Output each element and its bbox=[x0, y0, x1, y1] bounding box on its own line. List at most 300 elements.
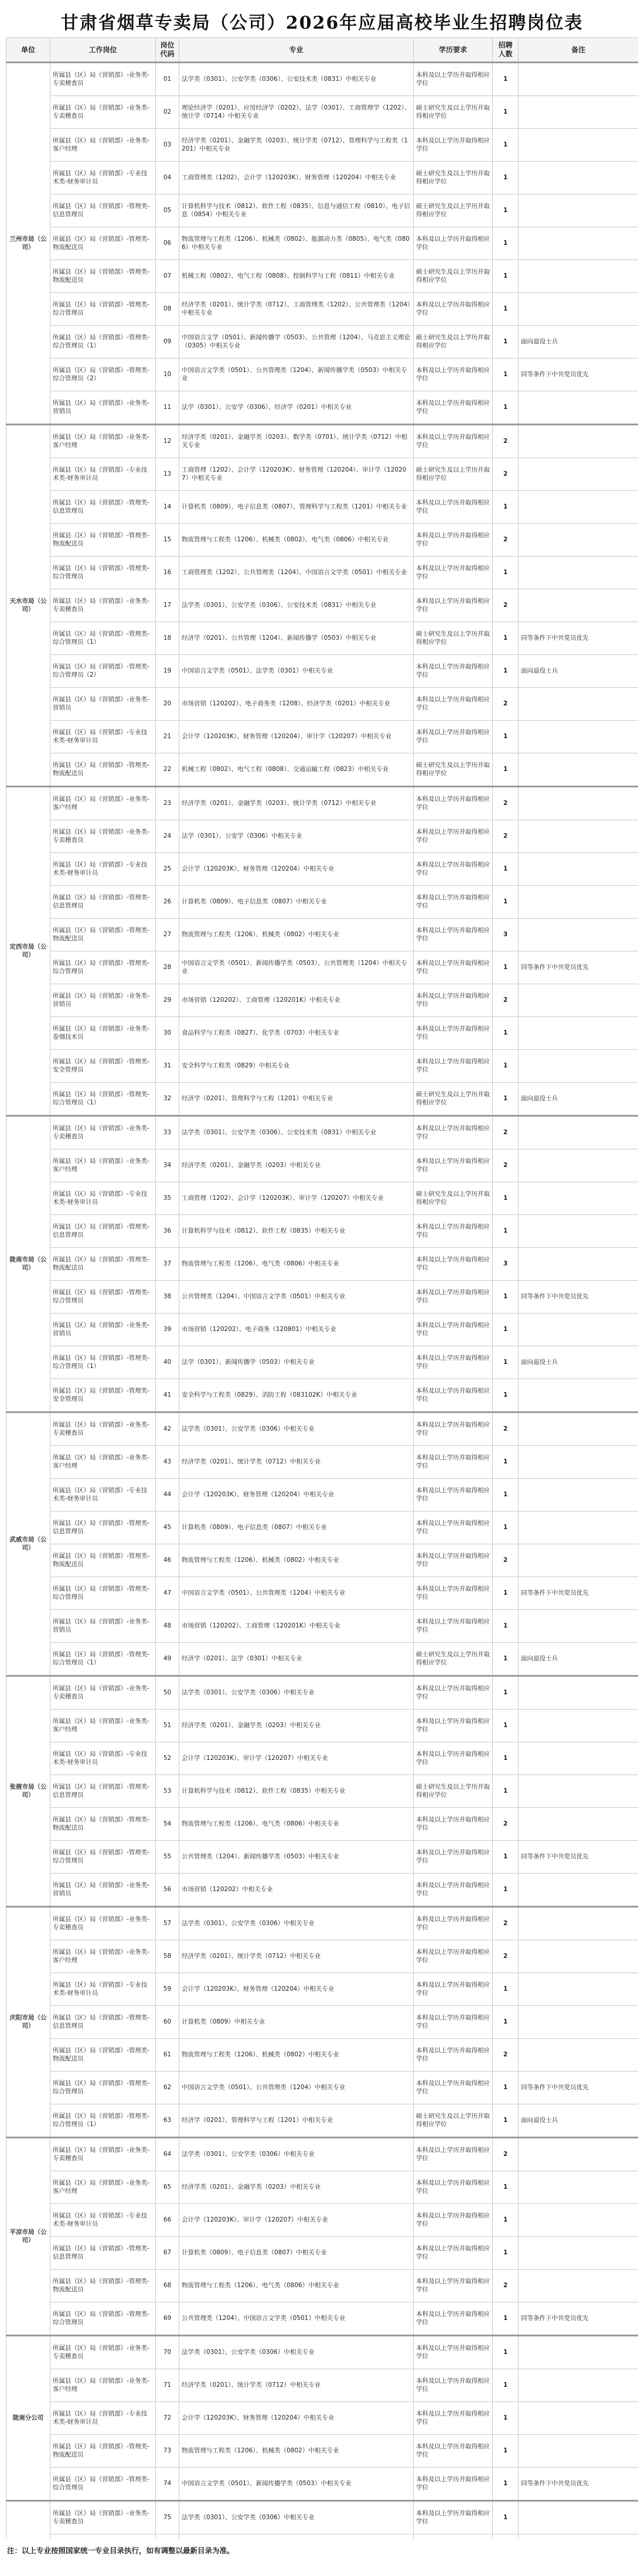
major-cell: 计算机科学与技术（0812）、软件工程（0835）、信息与通信工程（0810）、电子信息（0854）中相关专业 bbox=[179, 195, 414, 227]
education-cell: 本科及以上学历并取得相应学位 bbox=[414, 2402, 493, 2435]
count-cell: 1 bbox=[493, 1710, 519, 1742]
post-cell: 所属县（区）局（营销部）-业务类-客户经理 bbox=[50, 787, 156, 820]
education-cell: 本科及以上学历并取得相应学位 bbox=[414, 2435, 493, 2468]
major-cell: 经济学类（0201）、金融学类（0203）中相关专业 bbox=[179, 2171, 414, 2204]
post-cell: 所属县（区）局（营销部）-业务类-专卖稽查员 bbox=[50, 1676, 156, 1710]
code-cell: 06 bbox=[156, 227, 179, 260]
education-cell: 本科及以上学历并取得相应学位 bbox=[414, 2270, 493, 2302]
code-cell: 67 bbox=[156, 2237, 179, 2270]
count-cell: 1 bbox=[493, 491, 519, 524]
count-cell: 1 bbox=[493, 2501, 519, 2534]
post-cell: 所属县（区）局（营销部）-管理类-物流配送员 bbox=[50, 753, 156, 787]
education-cell: 硕士研究生及以上学历并取得相应学位 bbox=[414, 1182, 493, 1215]
positions-table-body bbox=[6, 63, 639, 2540]
notes-cell bbox=[519, 2501, 639, 2534]
count-cell: 1 bbox=[493, 195, 519, 227]
notes-cell: 同等条件下中共党员优先 bbox=[519, 2302, 639, 2336]
education-cell: 本科及以上学历并取得相应学位 bbox=[414, 1313, 493, 1346]
post-cell: 所属县（区）局（营销部）-管理类-综合管理员 bbox=[50, 2072, 156, 2104]
code-cell: 33 bbox=[156, 1116, 179, 1149]
table-row bbox=[6, 1610, 639, 1643]
education-cell: 本科及以上学历并取得相应学位 bbox=[414, 919, 493, 951]
post-cell: 所属县（区）局（营销部）-管理类-物流配送员 bbox=[50, 2039, 156, 2072]
post-cell: 所属县（区）局（营销部）-管理类-安全管理员 bbox=[50, 1379, 156, 1412]
post-cell: 所属县（区）局（营销部）-管理类-物流配送员 bbox=[50, 524, 156, 557]
count-cell: 2 bbox=[493, 589, 519, 622]
count-cell: 1 bbox=[493, 2237, 519, 2270]
table-row bbox=[6, 1050, 639, 1083]
post-cell: 所属县（区）局（营销部）-业务类-专卖稽查员 bbox=[50, 1412, 156, 1446]
table-row bbox=[6, 1544, 639, 1577]
code-cell: 24 bbox=[156, 820, 179, 853]
education-cell: 本科及以上学历并取得相应学位 bbox=[414, 129, 493, 162]
count-cell: 1 bbox=[493, 1050, 519, 1083]
education-cell: 本科及以上学历并取得相应学位 bbox=[414, 853, 493, 886]
notes-cell bbox=[519, 1149, 639, 1182]
code-cell: 53 bbox=[156, 1775, 179, 1808]
education-cell: 硕士研究生及以上学历并取得相应学位 bbox=[414, 1775, 493, 1808]
code-cell: 07 bbox=[156, 260, 179, 293]
table-row bbox=[6, 787, 639, 820]
count-cell: 1 bbox=[493, 1742, 519, 1775]
education-cell: 硕士研究生及以上学历并取得相应学位 bbox=[414, 1083, 493, 1116]
code-cell: 04 bbox=[156, 162, 179, 195]
notes-cell: 同等条件下中共党员优先 bbox=[519, 622, 639, 655]
count-cell: 1 bbox=[493, 2435, 519, 2468]
code-cell: 29 bbox=[156, 984, 179, 1017]
major-cell: 会计学（120203K）、财务管理（120204）中相关专业 bbox=[179, 2402, 414, 2435]
table-row bbox=[6, 1775, 639, 1808]
count-cell: 1 bbox=[493, 1313, 519, 1346]
table-row bbox=[6, 1017, 639, 1050]
header-unit: 单位 bbox=[6, 38, 50, 63]
education-cell: 本科及以上学历并取得相应学位 bbox=[414, 984, 493, 1017]
major-cell: 计算机科学与技术（0812）、软件工程（0835）中相关专业 bbox=[179, 1775, 414, 1808]
education-cell: 本科及以上学历并取得相应学位 bbox=[414, 524, 493, 557]
table-row bbox=[6, 1940, 639, 1973]
education-cell: 本科及以上学历并取得相应学位 bbox=[414, 1742, 493, 1775]
table-row bbox=[6, 2237, 639, 2270]
code-cell: 03 bbox=[156, 129, 179, 162]
major-cell: 经济学类（0201）、金融学类（0203）中相关专业 bbox=[179, 1149, 414, 1182]
notes-cell bbox=[519, 1940, 639, 1973]
major-cell: 经济学类（0201）、统计学类（0712）中相关专业 bbox=[179, 1446, 414, 1479]
notes-cell bbox=[519, 2336, 639, 2369]
code-cell: 42 bbox=[156, 1412, 179, 1446]
code-cell: 62 bbox=[156, 2072, 179, 2104]
code-cell: 12 bbox=[156, 425, 179, 458]
count-cell: 1 bbox=[493, 951, 519, 984]
unit-cell: 天水市局（公司） bbox=[6, 425, 50, 787]
education-cell: 本科及以上学历并取得相应学位 bbox=[414, 1808, 493, 1841]
post-cell: 所属县（区）局（营销部）-业务类-专卖稽查员 bbox=[50, 63, 156, 96]
table-row bbox=[6, 1808, 639, 1841]
major-cell: 经济学类（0201）、金融学类（0203）、统计学类（0712）中相关专业 bbox=[179, 787, 414, 820]
major-cell: 计算机类（0809）、电子信息类（0807）、管理科学与工程类（1201）中相关专业 bbox=[179, 491, 414, 524]
post-cell: 所属县（区）局（营销部）-专业技术类-财务审计员 bbox=[50, 721, 156, 753]
education-cell: 本科及以上学历并取得相应学位 bbox=[414, 787, 493, 820]
count-cell: 1 bbox=[493, 1215, 519, 1248]
page-title: 甘肃省烟草专卖局（公司）2026年应届高校毕业生招聘岗位表 bbox=[60, 13, 584, 33]
header-education: 学历要求 bbox=[414, 38, 493, 63]
count-cell: 1 bbox=[493, 1479, 519, 1512]
code-cell: 63 bbox=[156, 2104, 179, 2138]
major-cell: 会计学（120203K）、审计学（120207）中相关专业 bbox=[179, 2204, 414, 2237]
education-cell: 本科及以上学历并取得相应学位 bbox=[414, 425, 493, 458]
post-cell: 所属县（区）局（营销部）-专业技术类-财务审计员 bbox=[50, 2402, 156, 2435]
table-row bbox=[6, 1479, 639, 1512]
table-row bbox=[6, 63, 639, 96]
table-row bbox=[6, 2104, 639, 2138]
post-cell: 所属县（区）局（营销部）-业务类-专卖稽查员 bbox=[50, 589, 156, 622]
table-row bbox=[6, 655, 639, 688]
notes-cell bbox=[519, 2039, 639, 2072]
count-cell: 2 bbox=[493, 1907, 519, 1940]
count-cell: 2 bbox=[493, 1116, 519, 1149]
table-row bbox=[6, 1215, 639, 1248]
notes-cell bbox=[519, 1379, 639, 1412]
post-cell: 所属县（区）局（营销部）-业务类-专卖稽查员 bbox=[50, 1116, 156, 1149]
count-cell: 1 bbox=[493, 1643, 519, 1676]
count-cell: 1 bbox=[493, 129, 519, 162]
notes-cell bbox=[519, 2369, 639, 2402]
education-cell: 本科及以上学历并取得相应学位 bbox=[414, 1907, 493, 1940]
count-cell: 2 bbox=[493, 787, 519, 820]
major-cell: 中国语言文学类（0501）、法学类（0301）中相关专业 bbox=[179, 655, 414, 688]
code-cell: 26 bbox=[156, 886, 179, 919]
notes-cell bbox=[519, 96, 639, 129]
unit-cell: 定西市局（公司） bbox=[6, 787, 50, 1116]
count-cell: 2 bbox=[493, 1544, 519, 1577]
notes-cell: 同等条件下中共党员优先 bbox=[519, 2468, 639, 2501]
table-row bbox=[6, 2006, 639, 2039]
education-cell bbox=[414, 2534, 493, 2540]
major-cell: 计算机类（0809）、电子信息类（0807）中相关专业 bbox=[179, 886, 414, 919]
code-cell: 65 bbox=[156, 2171, 179, 2204]
major-cell: 工商管理类（1202）、会计学（120203K）、财务管理（120204）中相关专业 bbox=[179, 162, 414, 195]
table-row bbox=[6, 1973, 639, 2006]
code-cell: 66 bbox=[156, 2204, 179, 2237]
notes-cell bbox=[519, 2204, 639, 2237]
major-cell: 市场营销（120202）、工商管理（120201K）中相关专业 bbox=[179, 1610, 414, 1643]
table-row bbox=[6, 1281, 639, 1313]
code-cell: 17 bbox=[156, 589, 179, 622]
post-cell: 所属县（区）局（营销部）-管理类-信息管理员 bbox=[50, 886, 156, 919]
count-cell: 1 bbox=[493, 1841, 519, 1874]
table-row bbox=[6, 1676, 639, 1710]
education-cell: 硕士研究生及以上学历并取得相应学位 bbox=[414, 622, 493, 655]
code-cell: 11 bbox=[156, 391, 179, 425]
code-cell: 47 bbox=[156, 1577, 179, 1610]
table-row bbox=[6, 359, 639, 391]
post-cell: 所属县（区）局（营销部）-业务类-客户经理 bbox=[50, 1940, 156, 1973]
unit-cell: 武威市局（公司） bbox=[6, 1412, 50, 1676]
major-cell: 法学类（0301）、公安学类（0306）中相关专业 bbox=[179, 2501, 414, 2534]
major-cell: 会计学（120203K）、财务管理（120204）中相关专业 bbox=[179, 1479, 414, 1512]
education-cell: 本科及以上学历并取得相应学位 bbox=[414, 1346, 493, 1379]
post-cell: 所属县（区）局（营销部）-管理类-综合管理员（1） bbox=[50, 622, 156, 655]
count-cell: 1 bbox=[493, 1610, 519, 1643]
notes-cell bbox=[519, 1182, 639, 1215]
count-cell: 1 bbox=[493, 1775, 519, 1808]
education-cell: 本科及以上学历并取得相应学位 bbox=[414, 2138, 493, 2171]
code-cell: 39 bbox=[156, 1313, 179, 1346]
education-cell: 本科及以上学历并取得相应学位 bbox=[414, 2072, 493, 2104]
count-cell: 1 bbox=[493, 1676, 519, 1710]
major-cell: 机械工程（0802）、电气工程（0808）、交通运输工程（0823）中相关专业 bbox=[179, 753, 414, 787]
notes-cell: 面向退役士兵 bbox=[519, 326, 639, 359]
table-row bbox=[6, 2468, 639, 2501]
table-row bbox=[6, 2501, 639, 2534]
notes-cell bbox=[519, 721, 639, 753]
notes-cell bbox=[519, 1479, 639, 1512]
notes-cell bbox=[519, 1446, 639, 1479]
notes-cell bbox=[519, 2435, 639, 2468]
major-cell: 公共管理类（1204）、中国语言文学类（0501）中相关专业 bbox=[179, 2302, 414, 2336]
code-cell: 16 bbox=[156, 557, 179, 589]
count-cell: 1 bbox=[493, 293, 519, 326]
table-row bbox=[6, 293, 639, 326]
table-row bbox=[6, 162, 639, 195]
notes-cell: 同等条件下中共党员优先 bbox=[519, 1841, 639, 1874]
post-cell: 所属县（区）局（营销部）-管理类-信息管理员 bbox=[50, 491, 156, 524]
count-cell: 2 bbox=[493, 688, 519, 721]
code-cell: 13 bbox=[156, 458, 179, 491]
count-cell: 1 bbox=[493, 1281, 519, 1313]
table-row bbox=[6, 2534, 639, 2540]
table-row bbox=[6, 2270, 639, 2302]
education-cell: 本科及以上学历并取得相应学位 bbox=[414, 2302, 493, 2336]
major-cell: 食品科学与工程类（0827）、化学类（0703）中相关专业 bbox=[179, 1017, 414, 1050]
notes-cell bbox=[519, 1248, 639, 1281]
count-cell: 2 bbox=[493, 1149, 519, 1182]
major-cell: 物流管理与工程类（1206）、机械类（0802）中相关专业 bbox=[179, 1544, 414, 1577]
code-cell: 22 bbox=[156, 753, 179, 787]
code-cell: 20 bbox=[156, 688, 179, 721]
major-cell: 公共管理类（1204）、中国语言文学类（0501）中相关专业 bbox=[179, 1281, 414, 1313]
code-cell: 49 bbox=[156, 1643, 179, 1676]
code-cell: 72 bbox=[156, 2402, 179, 2435]
count-cell: 1 bbox=[493, 655, 519, 688]
major-cell: 法学类（0301）、公安学类（0306）、公安技术类（0831）中相关专业 bbox=[179, 63, 414, 96]
notes-cell bbox=[519, 688, 639, 721]
education-cell: 本科及以上学历并取得相应学位 bbox=[414, 1874, 493, 1907]
major-cell: 计算机类（0809）中相关专业 bbox=[179, 2006, 414, 2039]
post-cell: 所属县（区）局（营销部）-管理类-物流配送员 bbox=[50, 919, 156, 951]
table-row bbox=[6, 326, 639, 359]
count-cell: 1 bbox=[493, 2072, 519, 2104]
post-cell: 所属县（区）局（营销部）-专业技术类-财务审计员 bbox=[50, 1182, 156, 1215]
count-cell: 1 bbox=[493, 721, 519, 753]
notes-cell bbox=[519, 1544, 639, 1577]
positions-table bbox=[6, 37, 638, 2539]
count-cell: 1 bbox=[493, 2204, 519, 2237]
table-row bbox=[6, 753, 639, 787]
major-cell: 经济学类（0201）、金融学类（0203）中相关专业 bbox=[179, 1710, 414, 1742]
notes-cell bbox=[519, 853, 639, 886]
table-row bbox=[6, 951, 639, 984]
count-cell bbox=[493, 2534, 519, 2540]
major-cell: 机械工程（0802）、电气工程（0808）、控制科学与工程（0811）中相关专业 bbox=[179, 260, 414, 293]
major-cell: 法学类（0301）、公安学类（0306）中相关专业 bbox=[179, 1412, 414, 1446]
unit-cell: 平凉市局（公司） bbox=[6, 2138, 50, 2336]
table-header-row bbox=[6, 38, 639, 63]
post-cell: 所属县（区）局（营销部）-管理类-综合管理员 bbox=[50, 557, 156, 589]
notes-cell bbox=[519, 2534, 639, 2540]
post-cell: 所属县（区）局（营销部）-管理类-综合管理员（1） bbox=[50, 2104, 156, 2138]
major-cell bbox=[179, 2534, 414, 2540]
major-cell: 经济学（0201）、公共管理（1204）、新闻传播学（0503）中相关专业 bbox=[179, 622, 414, 655]
education-cell: 本科及以上学历并取得相应学位 bbox=[414, 1281, 493, 1313]
notes-cell bbox=[519, 984, 639, 1017]
major-cell: 物流管理与工程类（1206）、机械类（0802）中相关专业 bbox=[179, 919, 414, 951]
post-cell: 所属县（区）局（营销部）-管理类-综合管理员 bbox=[50, 2302, 156, 2336]
education-cell: 硕士研究生及以上学历并取得相应学位 bbox=[414, 458, 493, 491]
code-cell: 48 bbox=[156, 1610, 179, 1643]
count-cell: 3 bbox=[493, 1248, 519, 1281]
table-row bbox=[6, 1643, 639, 1676]
code-cell: 45 bbox=[156, 1512, 179, 1544]
header-code: 岗位代码 bbox=[156, 38, 179, 63]
code-cell: 61 bbox=[156, 2039, 179, 2072]
header-post: 工作岗位 bbox=[50, 38, 156, 63]
count-cell: 1 bbox=[493, 2336, 519, 2369]
education-cell: 本科及以上学历并取得相应学位 bbox=[414, 2501, 493, 2534]
post-cell: 所属县（区）局（营销部）-管理类-物流配送员 bbox=[50, 1808, 156, 1841]
code-cell: 38 bbox=[156, 1281, 179, 1313]
table-row bbox=[6, 820, 639, 853]
code-cell: 32 bbox=[156, 1083, 179, 1116]
count-cell: 2 bbox=[493, 1412, 519, 1446]
post-cell: 所属县（区）局（营销部）-管理类-物流配送员 bbox=[50, 1248, 156, 1281]
education-cell: 本科及以上学历并取得相应学位 bbox=[414, 721, 493, 753]
code-cell: 28 bbox=[156, 951, 179, 984]
count-cell: 1 bbox=[493, 1346, 519, 1379]
count-cell: 1 bbox=[493, 391, 519, 425]
notes-cell bbox=[519, 162, 639, 195]
education-cell: 本科及以上学历并取得相应学位 bbox=[414, 1215, 493, 1248]
education-cell: 本科及以上学历并取得相应学位 bbox=[414, 2006, 493, 2039]
unit-cell: 张掖市局（公司） bbox=[6, 1676, 50, 1907]
notes-cell bbox=[519, 820, 639, 853]
code-cell: 14 bbox=[156, 491, 179, 524]
code-cell: 37 bbox=[156, 1248, 179, 1281]
post-cell: 所属县（区）局（营销部）-管理类-综合管理员（1） bbox=[50, 1083, 156, 1116]
unit-cell: 陇南市局（公司） bbox=[6, 1116, 50, 1412]
education-cell: 本科及以上学历并取得相应学位 bbox=[414, 1841, 493, 1874]
major-cell: 中国语言文学（0501）、新闻传播学（0503）、公共管理（1204）、马克思主义理论（0305）中相关专业 bbox=[179, 326, 414, 359]
post-cell: 所属县（区）局（营销部）-专业技术类-财务审计员 bbox=[50, 162, 156, 195]
count-cell: 1 bbox=[493, 227, 519, 260]
notes-cell: 面向退役士兵 bbox=[519, 1346, 639, 1379]
notes-cell bbox=[519, 425, 639, 458]
notes-cell bbox=[519, 787, 639, 820]
code-cell: 51 bbox=[156, 1710, 179, 1742]
education-cell: 硕士研究生及以上学历并取得相应学位 bbox=[414, 753, 493, 787]
code-cell: 58 bbox=[156, 1940, 179, 1973]
post-cell: 所属县（区）局（营销部）-管理类-综合管理员 bbox=[50, 1841, 156, 1874]
count-cell: 1 bbox=[493, 1973, 519, 2006]
post-cell: 所属县（区）局（营销部）-业务类-客户经理 bbox=[50, 1710, 156, 1742]
notes-cell bbox=[519, 1907, 639, 1940]
header-major: 专业 bbox=[179, 38, 414, 63]
code-cell: 31 bbox=[156, 1050, 179, 1083]
code-cell: 35 bbox=[156, 1182, 179, 1215]
code-cell: 59 bbox=[156, 1973, 179, 2006]
post-cell: 所属县（区）局（营销部）-管理类-物流配送员 bbox=[50, 260, 156, 293]
post-cell: 所属县（区）局（营销部）-专业技术类-财务审计员 bbox=[50, 1973, 156, 2006]
notes-cell bbox=[519, 557, 639, 589]
post-cell: 所属县（区）局（营销部）-业务类-营销员 bbox=[50, 1313, 156, 1346]
major-cell: 市场营销（120202）中相关专业 bbox=[179, 1874, 414, 1907]
code-cell: 23 bbox=[156, 787, 179, 820]
major-cell: 物流管理与工程类（1206）、机械类（0802）中相关专业 bbox=[179, 2039, 414, 2072]
notes-cell bbox=[519, 195, 639, 227]
count-cell: 1 bbox=[493, 557, 519, 589]
code-cell: 50 bbox=[156, 1676, 179, 1710]
table-row bbox=[6, 491, 639, 524]
education-cell: 本科及以上学历并取得相应学位 bbox=[414, 1116, 493, 1149]
code-cell: 56 bbox=[156, 1874, 179, 1907]
notes-cell bbox=[519, 1017, 639, 1050]
major-cell: 工商管理（1202）、会计学（120203K）、审计学（120207）中相关专业 bbox=[179, 1182, 414, 1215]
notes-cell bbox=[519, 1050, 639, 1083]
post-cell: 所属县（区）局（营销部）-业务类-客户经理 bbox=[50, 2171, 156, 2204]
count-cell: 2 bbox=[493, 984, 519, 1017]
notes-cell bbox=[519, 458, 639, 491]
notes-cell bbox=[519, 919, 639, 951]
code-cell: 08 bbox=[156, 293, 179, 326]
major-cell: 法学类（0301）、公安学类（0306）中相关专业 bbox=[179, 1676, 414, 1710]
post-cell: 所属县（区）局（营销部）-管理类-综合管理员 bbox=[50, 1577, 156, 1610]
education-cell: 本科及以上学历并取得相应学位 bbox=[414, 951, 493, 984]
table-row bbox=[6, 524, 639, 557]
count-cell: 1 bbox=[493, 2171, 519, 2204]
education-cell: 硕士研究生及以上学历并取得相应学位 bbox=[414, 2104, 493, 2138]
header-notes: 备注 bbox=[519, 38, 639, 63]
table-row bbox=[6, 2138, 639, 2171]
post-cell bbox=[50, 2534, 156, 2540]
major-cell: 经济学类（0201）、金融学类（0203）、统计学类（0712）、管理科学与工程类（1201）中相关专业 bbox=[179, 129, 414, 162]
post-cell: 所属县（区）局（营销部）-业务类-营销员 bbox=[50, 688, 156, 721]
notes-cell: 同等条件下中共党员优先 bbox=[519, 1281, 639, 1313]
table-row bbox=[6, 1182, 639, 1215]
header-count: 招聘人数 bbox=[493, 38, 519, 63]
education-cell: 本科及以上学历并取得相应学位 bbox=[414, 2171, 493, 2204]
code-cell: 36 bbox=[156, 1215, 179, 1248]
notes-cell bbox=[519, 391, 639, 425]
education-cell: 本科及以上学历并取得相应学位 bbox=[414, 391, 493, 425]
education-cell: 硕士研究生及以上学历并取得相应学位 bbox=[414, 96, 493, 129]
major-cell: 法学类（0301）、公安学类（0306）中相关专业 bbox=[179, 1907, 414, 1940]
education-cell: 本科及以上学历并取得相应学位 bbox=[414, 2204, 493, 2237]
major-cell: 计算机科学与技术（0812）、软件工程（0835）中相关专业 bbox=[179, 1215, 414, 1248]
table-row bbox=[6, 557, 639, 589]
education-cell: 本科及以上学历并取得相应学位 bbox=[414, 1479, 493, 1512]
count-cell: 1 bbox=[493, 622, 519, 655]
major-cell: 经济学类（0201）、统计学类（0712）、工商管理类（1202）、公共管理类（1204）中相关专业 bbox=[179, 293, 414, 326]
code-cell: 02 bbox=[156, 96, 179, 129]
count-cell: 3 bbox=[493, 919, 519, 951]
post-cell: 所属县（区）局（营销部）-管理类-信息管理员 bbox=[50, 1512, 156, 1544]
post-cell: 所属县（区）局（营销部）-业务类-营销员 bbox=[50, 1610, 156, 1643]
education-cell: 本科及以上学历并取得相应学位 bbox=[414, 1017, 493, 1050]
code-cell: 40 bbox=[156, 1346, 179, 1379]
count-cell: 1 bbox=[493, 1379, 519, 1412]
education-cell: 硕士研究生及以上学历并取得相应学位 bbox=[414, 326, 493, 359]
code-cell: 19 bbox=[156, 655, 179, 688]
positions-table-wrapper bbox=[6, 37, 638, 2539]
